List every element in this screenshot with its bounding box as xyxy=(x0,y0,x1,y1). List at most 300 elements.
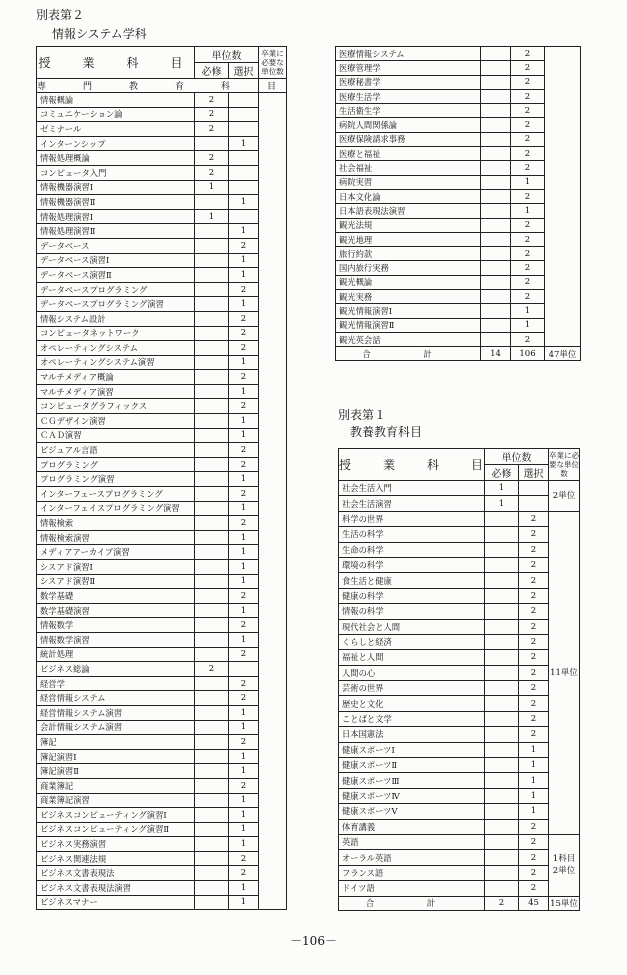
required-units: 2 xyxy=(195,662,229,677)
table-row xyxy=(339,865,580,880)
course-name: ビジネス総論 xyxy=(37,662,195,677)
total-required: 14 xyxy=(481,347,511,361)
course-name: プログラミング演習 xyxy=(37,472,195,487)
required-units: 2 xyxy=(195,122,229,137)
grad-units-header: 卒業に必要な単位数 xyxy=(549,449,580,481)
required-units xyxy=(485,727,519,742)
course-name: 国内旅行実務 xyxy=(336,261,481,275)
elective-units: 1 xyxy=(229,793,259,808)
required-units xyxy=(481,61,511,75)
total-label: 合 計 xyxy=(339,896,485,910)
elective-units: 1 xyxy=(229,808,259,823)
elective-units: 2 xyxy=(229,341,259,356)
elective-units: 1 xyxy=(229,355,259,370)
elective-units: 2 xyxy=(229,647,259,662)
required-units xyxy=(195,574,229,589)
total-required: 2 xyxy=(485,896,519,910)
course-name: 統計処理 xyxy=(37,647,195,662)
required-units xyxy=(485,881,519,896)
elective-units: 2 xyxy=(229,370,259,385)
table-row xyxy=(37,326,287,341)
table-row xyxy=(339,557,580,572)
elective-units: 2 xyxy=(229,735,259,750)
table-row xyxy=(339,650,580,665)
course-name: 観光実務 xyxy=(336,290,481,304)
table-row xyxy=(37,516,287,531)
elective-units xyxy=(229,122,259,137)
course-name: 商業簿記演習 xyxy=(37,793,195,808)
table-row xyxy=(336,247,581,261)
elective-units: 2 xyxy=(519,850,549,865)
required-units xyxy=(195,808,229,823)
course-name: ビジネス実務演習 xyxy=(37,837,195,852)
table-row xyxy=(336,175,581,189)
course-name: シスアド演習Ⅰ xyxy=(37,560,195,575)
required-units xyxy=(485,665,519,680)
required-units xyxy=(195,530,229,545)
table-row xyxy=(37,822,287,837)
elective-units: 2 xyxy=(511,75,545,89)
appendix-label-2: 別表第１ xyxy=(338,408,387,422)
elective-units: 1 xyxy=(511,318,545,332)
table-row xyxy=(336,275,581,289)
course-name: シスアド演習Ⅱ xyxy=(37,574,195,589)
table-row xyxy=(336,189,581,203)
elective-units: 2 xyxy=(229,851,259,866)
table-row xyxy=(37,647,287,662)
table-row xyxy=(37,93,287,108)
table-row xyxy=(336,290,581,304)
course-name: 経営情報システム xyxy=(37,691,195,706)
course-name: 情報処理演習Ⅰ xyxy=(37,209,195,224)
course-name: データベースプログラミング演習 xyxy=(37,297,195,312)
elective-units: 1 xyxy=(511,175,545,189)
course-name: 健康スポーツⅢ xyxy=(339,773,485,788)
course-name: 医療保険請求事務 xyxy=(336,132,481,146)
units-header: 単位数 xyxy=(195,47,259,63)
course-name: くらしと経済 xyxy=(339,634,485,649)
required-units xyxy=(195,326,229,341)
required-units xyxy=(195,487,229,502)
required-units xyxy=(195,253,229,268)
table-row xyxy=(37,209,287,224)
table-row xyxy=(37,487,287,502)
required-units xyxy=(195,895,229,910)
required-units: 1 xyxy=(485,496,519,511)
course-name: ビジネスコンピューティング演習Ⅰ xyxy=(37,808,195,823)
elective-units: 2 xyxy=(519,511,549,526)
page-number: －106－ xyxy=(290,934,337,948)
grad-units-cell xyxy=(259,93,287,910)
table-row xyxy=(37,238,287,253)
course-name: 医療情報システム xyxy=(336,47,481,61)
course-name: ゼミナール xyxy=(37,122,195,137)
course-name: 人間の心 xyxy=(339,665,485,680)
elective-units: 1 xyxy=(229,632,259,647)
department-title: 情報システム学科 xyxy=(52,27,147,41)
course-name: ビジュアル言語 xyxy=(37,443,195,458)
table-row xyxy=(339,850,580,865)
required-units xyxy=(485,634,519,649)
elective-header: 選択 xyxy=(229,63,259,79)
required-units xyxy=(485,758,519,773)
table-row xyxy=(339,773,580,788)
required-units xyxy=(195,384,229,399)
required-units xyxy=(485,604,519,619)
course-name: コンピュータネットワーク xyxy=(37,326,195,341)
course-name: 生活衛生学 xyxy=(336,104,481,118)
table-row xyxy=(37,632,287,647)
required-units xyxy=(481,175,511,189)
elective-units: 2 xyxy=(519,634,549,649)
general-education-table xyxy=(338,448,580,911)
course-name: ドイツ語 xyxy=(339,881,485,896)
course-name: 医療生活学 xyxy=(336,89,481,103)
course-name: 観光地理 xyxy=(336,232,481,246)
elective-units: 2 xyxy=(519,711,549,726)
required-units xyxy=(485,834,519,849)
table-row xyxy=(37,560,287,575)
elective-units: 2 xyxy=(511,161,545,175)
table-row xyxy=(339,604,580,619)
required-units xyxy=(481,204,511,218)
table-row xyxy=(37,443,287,458)
total-elective: 45 xyxy=(519,896,549,910)
table-row xyxy=(336,132,581,146)
elective-units: 2 xyxy=(511,132,545,146)
course-name: 簿記 xyxy=(37,735,195,750)
required-units xyxy=(195,618,229,633)
required-units xyxy=(485,588,519,603)
required-units xyxy=(485,696,519,711)
elective-header: 選択 xyxy=(519,465,549,481)
required-units xyxy=(195,370,229,385)
total-elective: 106 xyxy=(511,347,545,361)
course-name: コンピュータ入門 xyxy=(37,165,195,180)
required-units xyxy=(485,650,519,665)
table-row xyxy=(37,122,287,137)
course-name: 健康の科学 xyxy=(339,588,485,603)
required-header: 必修 xyxy=(195,63,229,79)
table-row xyxy=(37,720,287,735)
table-row xyxy=(336,218,581,232)
course-name: 医療と福祉 xyxy=(336,147,481,161)
elective-units: 2 xyxy=(229,866,259,881)
elective-units: 1 xyxy=(229,501,259,516)
elective-units: 2 xyxy=(519,834,549,849)
table-row xyxy=(339,511,580,526)
table-row xyxy=(37,341,287,356)
course-name: 科学の世界 xyxy=(339,511,485,526)
course-name: オペレーティングシステム演習 xyxy=(37,355,195,370)
required-units xyxy=(481,318,511,332)
elective-units: 1 xyxy=(229,749,259,764)
table-row xyxy=(339,727,580,742)
course-name: ビジネスコンピューティング演習Ⅱ xyxy=(37,822,195,837)
elective-units: 1 xyxy=(229,764,259,779)
course-name: ビジネスマナー xyxy=(37,895,195,910)
table-row xyxy=(37,589,287,604)
course-name: 病院人間関係論 xyxy=(336,118,481,132)
required-units xyxy=(195,822,229,837)
table-row xyxy=(37,180,287,195)
course-name: 観光概論 xyxy=(336,275,481,289)
required-units xyxy=(195,136,229,151)
table-row xyxy=(37,530,287,545)
elective-units xyxy=(519,481,549,496)
table-row xyxy=(37,866,287,881)
course-name: データベース演習Ⅱ xyxy=(37,268,195,283)
course-name: 福祉と人間 xyxy=(339,650,485,665)
course-name: 会計情報システム演習 xyxy=(37,720,195,735)
elective-units: 1 xyxy=(229,720,259,735)
table-row xyxy=(37,224,287,239)
elective-units: 1 xyxy=(229,297,259,312)
required-units xyxy=(481,161,511,175)
course-name: 経営情報システム演習 xyxy=(37,705,195,720)
required-units xyxy=(195,414,229,429)
required-units xyxy=(481,232,511,246)
course-name: データベースプログラミング xyxy=(37,282,195,297)
table-row xyxy=(37,851,287,866)
table-row xyxy=(37,370,287,385)
table-row xyxy=(37,837,287,852)
course-name: 健康スポーツⅣ xyxy=(339,788,485,803)
elective-units: 1 xyxy=(229,822,259,837)
course-name: 観光情報演習Ⅱ xyxy=(336,318,481,332)
elective-units: 1 xyxy=(229,195,259,210)
course-name: ＣＧデザイン演習 xyxy=(37,414,195,429)
required-units xyxy=(481,89,511,103)
required-units: 1 xyxy=(485,481,519,496)
required-units xyxy=(485,850,519,865)
table-row xyxy=(339,788,580,803)
elective-units xyxy=(229,180,259,195)
table-row xyxy=(37,472,287,487)
elective-units: 1 xyxy=(229,268,259,283)
required-units xyxy=(195,589,229,604)
required-units xyxy=(485,819,519,834)
course-name: コミュニケーション論 xyxy=(37,107,195,122)
grad-units-group: 1科目 2単位 xyxy=(549,834,580,896)
elective-units: 1 xyxy=(229,574,259,589)
table-row xyxy=(339,527,580,542)
required-units xyxy=(485,865,519,880)
elective-units: 2 xyxy=(511,247,545,261)
table-row xyxy=(339,696,580,711)
course-name: 情報検索 xyxy=(37,516,195,531)
required-units xyxy=(485,742,519,757)
elective-units xyxy=(229,165,259,180)
required-units xyxy=(481,332,511,346)
required-units xyxy=(195,399,229,414)
table-row xyxy=(37,545,287,560)
required-units xyxy=(195,311,229,326)
required-units: 2 xyxy=(195,151,229,166)
table-row xyxy=(37,501,287,516)
course-name: 情報処理演習Ⅱ xyxy=(37,224,195,239)
required-units xyxy=(195,195,229,210)
elective-units: 2 xyxy=(511,290,545,304)
course-name: プログラミング xyxy=(37,457,195,472)
course-name: 日本文化論 xyxy=(336,189,481,203)
course-name: 生活の科学 xyxy=(339,527,485,542)
elective-units: 2 xyxy=(511,232,545,246)
required-units xyxy=(195,443,229,458)
course-name: 簿記演習Ⅱ xyxy=(37,764,195,779)
table-row xyxy=(339,681,580,696)
table-row xyxy=(336,89,581,103)
specialized-courses-table xyxy=(36,46,291,910)
course-name: 経営学 xyxy=(37,676,195,691)
elective-units: 2 xyxy=(511,118,545,132)
table-row xyxy=(37,399,287,414)
course-name: 社会福祉 xyxy=(336,161,481,175)
table-row xyxy=(37,881,287,896)
elective-units: 2 xyxy=(229,618,259,633)
elective-units: 2 xyxy=(511,332,545,346)
elective-units: 1 xyxy=(229,895,259,910)
required-units xyxy=(485,773,519,788)
required-units: 2 xyxy=(195,93,229,108)
course-name: メディアアーカイブ演習 xyxy=(37,545,195,560)
required-units xyxy=(485,711,519,726)
required-units xyxy=(195,632,229,647)
required-header: 必修 xyxy=(485,465,519,481)
grad-units-group: 2単位 xyxy=(549,481,580,512)
elective-units: 1 xyxy=(229,530,259,545)
elective-units: 2 xyxy=(229,457,259,472)
subject-header: 授 業 科 目 xyxy=(37,47,195,79)
table-row xyxy=(37,151,287,166)
elective-units: 2 xyxy=(229,487,259,502)
required-units xyxy=(481,290,511,304)
required-units: 1 xyxy=(195,209,229,224)
total-grad-units: 47単位 xyxy=(545,347,581,361)
grad-units-header: 卒業に必要な単位数 xyxy=(259,47,287,79)
table-row xyxy=(339,881,580,896)
grad-units-group: 11単位 xyxy=(549,511,580,834)
table-row xyxy=(37,662,287,677)
course-name: 観光英会話 xyxy=(336,332,481,346)
elective-units: 2 xyxy=(519,527,549,542)
elective-units: 2 xyxy=(519,819,549,834)
course-name: インターフェイスプログラミング演習 xyxy=(37,501,195,516)
course-name: 数学基礎演習 xyxy=(37,603,195,618)
table-row xyxy=(339,758,580,773)
elective-units: 2 xyxy=(229,778,259,793)
elective-units: 2 xyxy=(519,588,549,603)
elective-units: 2 xyxy=(519,619,549,634)
required-units xyxy=(195,224,229,239)
appendix-label: 別表第２ xyxy=(36,8,85,22)
required-units xyxy=(195,735,229,750)
table-row xyxy=(37,311,287,326)
course-name: 健康スポーツⅠ xyxy=(339,742,485,757)
required-units xyxy=(195,516,229,531)
section-title: 教養教育科目 xyxy=(350,425,423,439)
elective-units: 1 xyxy=(519,804,549,819)
course-name: 体育講義 xyxy=(339,819,485,834)
table-row xyxy=(339,588,580,603)
table-row xyxy=(37,268,287,283)
elective-units: 1 xyxy=(229,224,259,239)
table-row xyxy=(336,118,581,132)
course-name: 簿記演習Ⅰ xyxy=(37,749,195,764)
table-row xyxy=(37,603,287,618)
table-row xyxy=(336,232,581,246)
elective-units: 2 xyxy=(519,557,549,572)
subject-header: 授 業 科 目 xyxy=(339,449,485,481)
table-row xyxy=(37,749,287,764)
course-name: 情報の科学 xyxy=(339,604,485,619)
elective-units xyxy=(229,662,259,677)
table-row xyxy=(339,573,580,588)
table-row xyxy=(336,47,581,61)
table-row xyxy=(339,711,580,726)
table-row xyxy=(336,104,581,118)
course-name: 情報検索演習 xyxy=(37,530,195,545)
required-units xyxy=(195,282,229,297)
elective-units: 1 xyxy=(519,758,549,773)
elective-units: 2 xyxy=(229,516,259,531)
grad-units-cell xyxy=(545,47,581,347)
required-units xyxy=(195,268,229,283)
course-name: 病院実習 xyxy=(336,175,481,189)
elective-units: 2 xyxy=(519,650,549,665)
elective-units xyxy=(229,107,259,122)
elective-units: 1 xyxy=(229,881,259,896)
table-row xyxy=(339,804,580,819)
course-name: フランス語 xyxy=(339,865,485,880)
table-row xyxy=(339,496,580,511)
required-units xyxy=(195,472,229,487)
required-units xyxy=(485,788,519,803)
elective-units: 1 xyxy=(519,742,549,757)
course-name: 医療管理学 xyxy=(336,61,481,75)
course-name: 情報数学 xyxy=(37,618,195,633)
elective-units: 2 xyxy=(511,47,545,61)
course-name: マルチメディア演習 xyxy=(37,384,195,399)
required-units xyxy=(485,804,519,819)
course-name: データベース演習Ⅰ xyxy=(37,253,195,268)
specialized-courses-table-continued xyxy=(335,46,581,361)
table-row xyxy=(37,574,287,589)
elective-units: 2 xyxy=(229,311,259,326)
total-grad-units: 15単位 xyxy=(549,896,580,910)
table-row xyxy=(336,147,581,161)
course-name: 食生活と健康 xyxy=(339,573,485,588)
total-label: 合 計 xyxy=(336,347,481,361)
table-row xyxy=(37,778,287,793)
elective-units: 2 xyxy=(511,89,545,103)
elective-units: 2 xyxy=(511,104,545,118)
required-units xyxy=(485,511,519,526)
required-units xyxy=(481,261,511,275)
course-name: 健康スポーツⅤ xyxy=(339,804,485,819)
table-row xyxy=(37,618,287,633)
table-row xyxy=(339,665,580,680)
required-units xyxy=(195,457,229,472)
course-name: インターフェースプログラミング xyxy=(37,487,195,502)
required-units xyxy=(485,542,519,557)
elective-units: 1 xyxy=(519,788,549,803)
required-units xyxy=(195,501,229,516)
required-units xyxy=(195,866,229,881)
course-name: ビジネス文書表現法 xyxy=(37,866,195,881)
course-name: 歴史と文化 xyxy=(339,696,485,711)
table-row xyxy=(336,261,581,275)
